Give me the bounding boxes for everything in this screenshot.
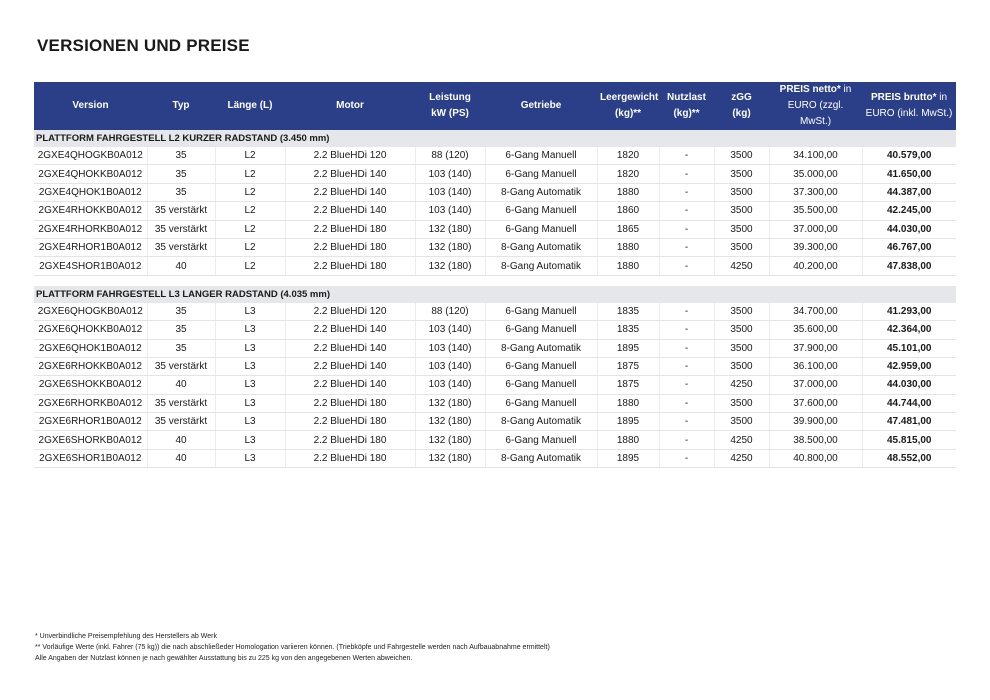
cell-laenge: L3 [215, 321, 285, 339]
cell-leergewicht: 1895 [597, 339, 659, 357]
cell-zgg: 3500 [714, 339, 769, 357]
cell-leergewicht: 1820 [597, 147, 659, 165]
cell-version: 2GXE6QHOKKB0A012 [34, 321, 147, 339]
cell-brutto: 44.030,00 [862, 220, 956, 238]
cell-leergewicht: 1875 [597, 376, 659, 394]
cell-motor: 2.2 BlueHDi 180 [285, 257, 415, 275]
cell-zgg: 4250 [714, 449, 769, 467]
cell-nutzlast: - [659, 303, 714, 321]
cell-getriebe: 6-Gang Manuell [485, 376, 597, 394]
cell-typ: 35 verstärkt [147, 220, 215, 238]
footnotes [35, 631, 550, 664]
cell-zgg: 3500 [714, 413, 769, 431]
table-body [34, 130, 956, 468]
cell-laenge: L3 [215, 449, 285, 467]
cell-brutto: 41.650,00 [862, 165, 956, 183]
cell-zgg: 3500 [714, 147, 769, 165]
table-row [34, 413, 956, 431]
cell-brutto: 41.293,00 [862, 303, 956, 321]
cell-netto: 35.000,00 [769, 165, 862, 183]
cell-laenge: L2 [215, 238, 285, 256]
cell-getriebe: 6-Gang Manuell [485, 165, 597, 183]
cell-leergewicht: 1835 [597, 321, 659, 339]
cell-typ: 35 [147, 183, 215, 201]
cell-laenge: L3 [215, 376, 285, 394]
cell-getriebe: 6-Gang Manuell [485, 321, 597, 339]
cell-motor: 2.2 BlueHDi 120 [285, 147, 415, 165]
cell-version: 2GXE6RHORKB0A012 [34, 394, 147, 412]
cell-leistung: 103 (140) [415, 357, 485, 375]
cell-zgg: 3500 [714, 202, 769, 220]
cell-getriebe: 8-Gang Automatik [485, 449, 597, 467]
cell-nutzlast: - [659, 376, 714, 394]
cell-typ: 35 [147, 147, 215, 165]
cell-netto: 39.300,00 [769, 238, 862, 256]
footnote: ** Vorläufige Werte (inkl. Fahrer (75 kg)) die nach abschließeder Homologation variieren können. (Triebköpfe und Fahrgestelle werden nach Aufbauabnahme ermittelt) [35, 644, 550, 651]
cell-laenge: L2 [215, 257, 285, 275]
header-getriebe: Getriebe [485, 82, 597, 130]
cell-leistung: 132 (180) [415, 413, 485, 431]
cell-brutto: 42.245,00 [862, 202, 956, 220]
header-preis-brutto: PREIS brutto* in EURO (inkl. MwSt.) [862, 82, 956, 130]
cell-zgg: 4250 [714, 257, 769, 275]
cell-getriebe: 6-Gang Manuell [485, 357, 597, 375]
cell-getriebe: 8-Gang Automatik [485, 339, 597, 357]
cell-leergewicht: 1865 [597, 220, 659, 238]
cell-brutto: 47.481,00 [862, 413, 956, 431]
cell-leistung: 88 (120) [415, 303, 485, 321]
cell-nutzlast: - [659, 165, 714, 183]
cell-leistung: 103 (140) [415, 376, 485, 394]
cell-nutzlast: - [659, 321, 714, 339]
cell-typ: 35 [147, 321, 215, 339]
cell-brutto: 44.030,00 [862, 376, 956, 394]
cell-version: 2GXE4RHORKB0A012 [34, 220, 147, 238]
section-spacer [34, 275, 956, 286]
cell-leergewicht: 1880 [597, 183, 659, 201]
cell-version: 2GXE6SHOR1B0A012 [34, 449, 147, 467]
cell-leergewicht: 1895 [597, 449, 659, 467]
cell-getriebe: 6-Gang Manuell [485, 431, 597, 449]
cell-leergewicht: 1895 [597, 413, 659, 431]
cell-laenge: L2 [215, 183, 285, 201]
cell-version: 2GXE6SHOKKB0A012 [34, 376, 147, 394]
page-title: VERSIONEN UND PREISE [37, 36, 250, 55]
cell-version: 2GXE6QHOK1B0A012 [34, 339, 147, 357]
cell-netto: 35.500,00 [769, 202, 862, 220]
cell-version: 2GXE4QHOKKB0A012 [34, 165, 147, 183]
cell-motor: 2.2 BlueHDi 140 [285, 321, 415, 339]
cell-laenge: L3 [215, 394, 285, 412]
cell-getriebe: 8-Gang Automatik [485, 183, 597, 201]
cell-version: 2GXE4RHOR1B0A012 [34, 238, 147, 256]
header-version: Version [34, 82, 147, 130]
header-leergewicht: Leergewicht (kg)** [597, 82, 659, 130]
cell-leergewicht: 1880 [597, 431, 659, 449]
cell-version: 2GXE6QHOGKB0A012 [34, 303, 147, 321]
cell-typ: 40 [147, 431, 215, 449]
cell-netto: 37.900,00 [769, 339, 862, 357]
section-title: PLATTFORM FAHRGESTELL L2 KURZER RADSTAND (3.450 mm) [34, 130, 956, 147]
cell-typ: 40 [147, 449, 215, 467]
cell-brutto: 44.744,00 [862, 394, 956, 412]
footnote: * Unverbindliche Preisempfehlung des Herstellers ab Werk [35, 633, 217, 640]
cell-laenge: L2 [215, 165, 285, 183]
cell-zgg: 3500 [714, 220, 769, 238]
cell-typ: 35 verstärkt [147, 394, 215, 412]
section-header [34, 130, 956, 147]
cell-brutto: 45.101,00 [862, 339, 956, 357]
cell-getriebe: 8-Gang Automatik [485, 238, 597, 256]
cell-netto: 37.600,00 [769, 394, 862, 412]
cell-motor: 2.2 BlueHDi 140 [285, 339, 415, 357]
cell-leistung: 103 (140) [415, 339, 485, 357]
cell-nutzlast: - [659, 357, 714, 375]
cell-brutto: 40.579,00 [862, 147, 956, 165]
cell-brutto: 44.387,00 [862, 183, 956, 201]
cell-typ: 35 verstärkt [147, 413, 215, 431]
cell-zgg: 3500 [714, 303, 769, 321]
cell-typ: 35 verstärkt [147, 357, 215, 375]
table-row [34, 449, 956, 467]
cell-netto: 35.600,00 [769, 321, 862, 339]
cell-netto: 39.900,00 [769, 413, 862, 431]
cell-nutzlast: - [659, 431, 714, 449]
cell-version: 2GXE6RHOR1B0A012 [34, 413, 147, 431]
cell-getriebe: 8-Gang Automatik [485, 257, 597, 275]
cell-netto: 37.300,00 [769, 183, 862, 201]
cell-version: 2GXE6RHOKKB0A012 [34, 357, 147, 375]
cell-nutzlast: - [659, 220, 714, 238]
cell-netto: 40.800,00 [769, 449, 862, 467]
cell-leergewicht: 1875 [597, 357, 659, 375]
cell-version: 2GXE4SHOR1B0A012 [34, 257, 147, 275]
cell-leistung: 132 (180) [415, 257, 485, 275]
cell-leistung: 88 (120) [415, 147, 485, 165]
cell-nutzlast: - [659, 339, 714, 357]
cell-leergewicht: 1880 [597, 394, 659, 412]
cell-motor: 2.2 BlueHDi 140 [285, 165, 415, 183]
cell-motor: 2.2 BlueHDi 140 [285, 357, 415, 375]
cell-version: 2GXE4QHOK1B0A012 [34, 183, 147, 201]
cell-laenge: L3 [215, 339, 285, 357]
cell-typ: 35 verstärkt [147, 238, 215, 256]
cell-netto: 34.700,00 [769, 303, 862, 321]
table-row [34, 257, 956, 275]
cell-leistung: 132 (180) [415, 220, 485, 238]
table-row [34, 394, 956, 412]
cell-zgg: 3500 [714, 321, 769, 339]
cell-netto: 34.100,00 [769, 147, 862, 165]
cell-zgg: 3500 [714, 165, 769, 183]
cell-brutto: 47.838,00 [862, 257, 956, 275]
cell-leistung: 103 (140) [415, 321, 485, 339]
table-row [34, 147, 956, 165]
cell-leistung: 103 (140) [415, 202, 485, 220]
cell-getriebe: 6-Gang Manuell [485, 394, 597, 412]
table-row [34, 183, 956, 201]
cell-nutzlast: - [659, 413, 714, 431]
cell-getriebe: 6-Gang Manuell [485, 147, 597, 165]
cell-zgg: 4250 [714, 431, 769, 449]
table-row [34, 202, 956, 220]
cell-nutzlast: - [659, 183, 714, 201]
cell-motor: 2.2 BlueHDi 180 [285, 238, 415, 256]
cell-leergewicht: 1880 [597, 238, 659, 256]
cell-leistung: 132 (180) [415, 449, 485, 467]
section-header [34, 286, 956, 303]
cell-version: 2GXE6SHORKB0A012 [34, 431, 147, 449]
cell-motor: 2.2 BlueHDi 180 [285, 449, 415, 467]
header-typ: Typ [147, 82, 215, 130]
cell-getriebe: 6-Gang Manuell [485, 303, 597, 321]
cell-nutzlast: - [659, 394, 714, 412]
table-row [34, 376, 956, 394]
table-row [34, 303, 956, 321]
cell-motor: 2.2 BlueHDi 140 [285, 376, 415, 394]
cell-leistung: 132 (180) [415, 238, 485, 256]
cell-getriebe: 6-Gang Manuell [485, 202, 597, 220]
cell-typ: 40 [147, 376, 215, 394]
cell-brutto: 46.767,00 [862, 238, 956, 256]
cell-getriebe: 6-Gang Manuell [485, 220, 597, 238]
cell-zgg: 3500 [714, 238, 769, 256]
footnote: Alle Angaben der Nutzlast können je nach gewählter Ausstattung bis zu 225 kg von den angegebenen Werten abweichen. [35, 655, 413, 662]
table-row [34, 339, 956, 357]
cell-leistung: 103 (140) [415, 183, 485, 201]
table-row [34, 220, 956, 238]
table-row [34, 357, 956, 375]
table-header-row [34, 82, 956, 130]
header-leistung: Leistung kW (PS) [415, 82, 485, 130]
cell-leergewicht: 1820 [597, 165, 659, 183]
cell-version: 2GXE4RHOKKB0A012 [34, 202, 147, 220]
table-row [34, 431, 956, 449]
cell-leergewicht: 1835 [597, 303, 659, 321]
cell-laenge: L2 [215, 147, 285, 165]
cell-laenge: L3 [215, 431, 285, 449]
cell-motor: 2.2 BlueHDi 140 [285, 183, 415, 201]
cell-leistung: 103 (140) [415, 165, 485, 183]
cell-motor: 2.2 BlueHDi 180 [285, 431, 415, 449]
cell-motor: 2.2 BlueHDi 180 [285, 220, 415, 238]
cell-netto: 37.000,00 [769, 220, 862, 238]
cell-laenge: L3 [215, 413, 285, 431]
cell-version: 2GXE4QHOGKB0A012 [34, 147, 147, 165]
cell-laenge: L3 [215, 357, 285, 375]
cell-brutto: 48.552,00 [862, 449, 956, 467]
cell-motor: 2.2 BlueHDi 180 [285, 394, 415, 412]
cell-netto: 36.100,00 [769, 357, 862, 375]
header-motor: Motor [285, 82, 415, 130]
cell-nutzlast: - [659, 238, 714, 256]
cell-typ: 40 [147, 257, 215, 275]
cell-typ: 35 [147, 339, 215, 357]
cell-zgg: 3500 [714, 183, 769, 201]
header-laenge: Länge (L) [215, 82, 285, 130]
cell-zgg: 3500 [714, 394, 769, 412]
table-row [34, 165, 956, 183]
cell-netto: 38.500,00 [769, 431, 862, 449]
header-preis-netto: PREIS netto* in EURO (zzgl. MwSt.) [769, 82, 862, 130]
header-zgg: zGG (kg) [714, 82, 769, 130]
cell-laenge: L2 [215, 202, 285, 220]
cell-zgg: 3500 [714, 357, 769, 375]
cell-typ: 35 [147, 165, 215, 183]
cell-nutzlast: - [659, 257, 714, 275]
section-title: PLATTFORM FAHRGESTELL L3 LANGER RADSTAND (4.035 mm) [34, 286, 956, 303]
cell-nutzlast: - [659, 147, 714, 165]
cell-leistung: 132 (180) [415, 431, 485, 449]
cell-nutzlast: - [659, 449, 714, 467]
cell-typ: 35 [147, 303, 215, 321]
cell-netto: 40.200,00 [769, 257, 862, 275]
cell-motor: 2.2 BlueHDi 140 [285, 202, 415, 220]
cell-brutto: 42.364,00 [862, 321, 956, 339]
cell-zgg: 4250 [714, 376, 769, 394]
cell-getriebe: 8-Gang Automatik [485, 413, 597, 431]
cell-nutzlast: - [659, 202, 714, 220]
cell-typ: 35 verstärkt [147, 202, 215, 220]
cell-brutto: 45.815,00 [862, 431, 956, 449]
cell-laenge: L2 [215, 220, 285, 238]
cell-leergewicht: 1880 [597, 257, 659, 275]
cell-brutto: 42.959,00 [862, 357, 956, 375]
cell-netto: 37.000,00 [769, 376, 862, 394]
price-table [34, 82, 956, 468]
cell-laenge: L3 [215, 303, 285, 321]
cell-leergewicht: 1860 [597, 202, 659, 220]
table-row [34, 238, 956, 256]
header-nutzlast: Nutzlast (kg)** [659, 82, 714, 130]
cell-motor: 2.2 BlueHDi 120 [285, 303, 415, 321]
table-row [34, 321, 956, 339]
cell-motor: 2.2 BlueHDi 180 [285, 413, 415, 431]
cell-leistung: 132 (180) [415, 394, 485, 412]
